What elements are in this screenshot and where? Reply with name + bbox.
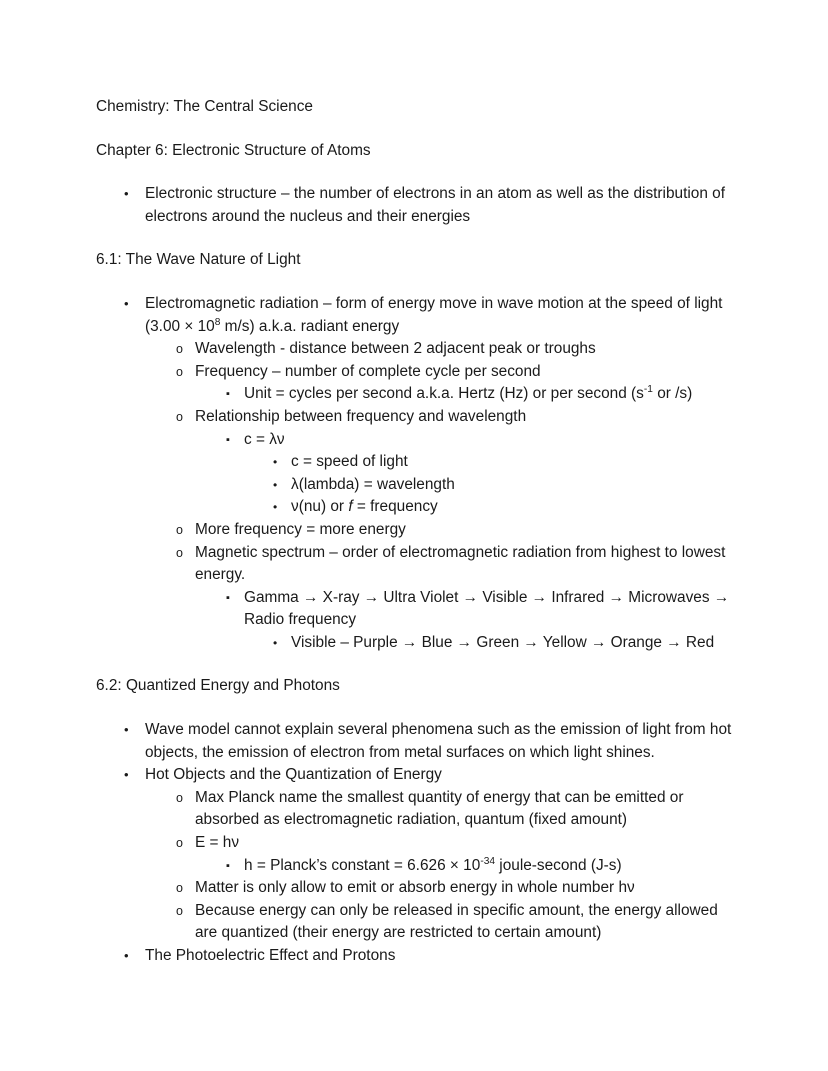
list-item-text: Max Planck name the smallest quantity of energy that can be emitted or absorbed as electromagnetic radiation, quantum (fixed amount) <box>195 788 684 829</box>
list-item-text: Matter is only allow to emit or absorb energy in whole number hν <box>195 879 635 897</box>
list-item <box>96 519 732 542</box>
energy-formula-text: E = hν <box>195 834 240 852</box>
intro-list <box>96 183 732 228</box>
nu-italic-f: f <box>348 498 353 516</box>
list-item-text: More frequency = more energy <box>195 520 406 538</box>
list-item-text: Hot Objects and the Quantization of Energy <box>145 766 442 784</box>
bullet-marker-level4: • <box>273 455 278 470</box>
list-item-text: λ(lambda) = wavelength <box>291 475 455 493</box>
bullet-marker-level1: • <box>124 948 129 963</box>
planck-constant-part1: h = Planck’s constant = 6.626 × 10 <box>244 856 481 874</box>
list-item-text <box>291 496 732 519</box>
bullet-marker-level4: • <box>273 500 278 515</box>
bullet-marker-level2: o <box>176 364 183 379</box>
list-item <box>96 361 732 384</box>
list-item <box>96 945 732 968</box>
document-title: Chemistry: The Central Science <box>96 98 313 115</box>
list-item <box>96 496 732 519</box>
list-item <box>96 877 732 900</box>
list-item-text: Frequency – number of complete cycle per second <box>195 362 541 380</box>
bullet-marker-level2: o <box>176 545 183 560</box>
bullet-marker-level2: o <box>176 409 183 424</box>
list-item <box>96 587 732 632</box>
list-item <box>96 406 732 429</box>
bullet-marker-level2: o <box>176 342 183 357</box>
bullet-marker-level3: ▪ <box>226 388 230 401</box>
list-item <box>96 719 732 764</box>
em-radiation-exponent: 8 <box>214 316 221 328</box>
list-item-text <box>244 383 732 406</box>
bullet-marker-level2: o <box>176 903 183 918</box>
bullet-marker-level3: ▪ <box>226 433 230 446</box>
list-item <box>96 383 732 406</box>
list-item-text: Wavelength - distance between 2 adjacent peak or troughs <box>195 340 596 358</box>
section-heading-6-1: 6.1: The Wave Nature of Light <box>96 251 301 269</box>
list-item <box>96 293 732 338</box>
list-item-text: Wave model cannot explain several phenomena such as the emission of light from hot objects, the emission of electron from metal surfaces on which light shines. <box>145 721 732 761</box>
list-item-text: Electronic structure – the number of electrons in an atom as well as the distribution of electrons around the nucleus and their energies <box>145 185 726 225</box>
list-item <box>96 183 732 228</box>
bullet-marker-level4: • <box>273 477 278 492</box>
list-item-text: Magnetic spectrum – order of electromagnetic radiation from highest to lowest energy. <box>195 543 726 584</box>
list-item <box>96 338 732 361</box>
list-item <box>96 474 732 497</box>
bullet-marker-level1: • <box>124 767 129 783</box>
formula-text: c = λν <box>244 430 285 448</box>
list-item <box>96 764 732 787</box>
spectrum-order-text: Gamma → X-ray → Ultra Violet → Visible → Infrared → Microwaves → Radio frequency <box>244 588 730 629</box>
visible-order-text: Visible – Purple → Blue → Green → Yellow → Orange → Red <box>291 633 715 651</box>
list-item <box>96 451 732 474</box>
bullet-marker-level1: • <box>124 295 129 311</box>
section-6-1-list <box>96 293 732 655</box>
list-item <box>96 632 732 655</box>
bullet-marker-level2: o <box>176 881 183 896</box>
bullet-marker-level3: ▪ <box>226 591 230 604</box>
list-item-text <box>244 855 732 878</box>
unit-text-part2: or /s) <box>652 385 693 403</box>
em-radiation-text-part2: m/s) a.k.a. radiant energy <box>220 317 400 335</box>
list-item <box>96 900 732 945</box>
list-item-text <box>145 293 732 338</box>
document-body <box>96 96 732 968</box>
bullet-marker-level3: ▪ <box>226 859 230 872</box>
bullet-marker-level4: • <box>273 635 278 650</box>
list-item-text: Because energy can only be released in specific amount, the energy allowed are quantized (their energy are restricted to certain amount) <box>195 901 718 942</box>
bullet-marker-level2: o <box>176 522 183 537</box>
list-item-text: The Photoelectric Effect and Protons <box>145 947 396 964</box>
nu-text-part2: = frequency <box>352 498 438 516</box>
list-item <box>96 542 732 587</box>
planck-constant-part2: joule-second (J-s) <box>495 856 622 874</box>
bullet-marker-level2: o <box>176 790 183 805</box>
bullet-marker-level1: • <box>124 722 129 738</box>
unit-text-part1: Unit = cycles per second a.k.a. Hertz (Hz) or per second (s <box>244 385 644 403</box>
list-item-text: c = speed of light <box>291 453 408 471</box>
chapter-heading: Chapter 6: Electronic Structure of Atoms <box>96 141 371 159</box>
section-6-2-list <box>96 719 732 968</box>
bullet-marker-level2: o <box>176 836 183 851</box>
list-item <box>96 832 732 855</box>
unit-exponent: -1 <box>643 384 653 396</box>
em-radiation-text-part1: Electromagnetic radiation – form of energy move in wave motion at the speed of light (3.00 × 10 <box>145 294 723 335</box>
bullet-marker-level1: • <box>124 186 129 202</box>
planck-constant-exponent: -34 <box>480 855 495 867</box>
nu-text-part1: ν(nu) or <box>291 498 349 516</box>
list-item <box>96 787 732 832</box>
list-item <box>96 855 732 878</box>
list-item <box>96 429 732 452</box>
list-item-text: Relationship between frequency and wavelength <box>195 407 527 425</box>
section-heading-6-2: 6.2: Quantized Energy and Photons <box>96 677 340 695</box>
